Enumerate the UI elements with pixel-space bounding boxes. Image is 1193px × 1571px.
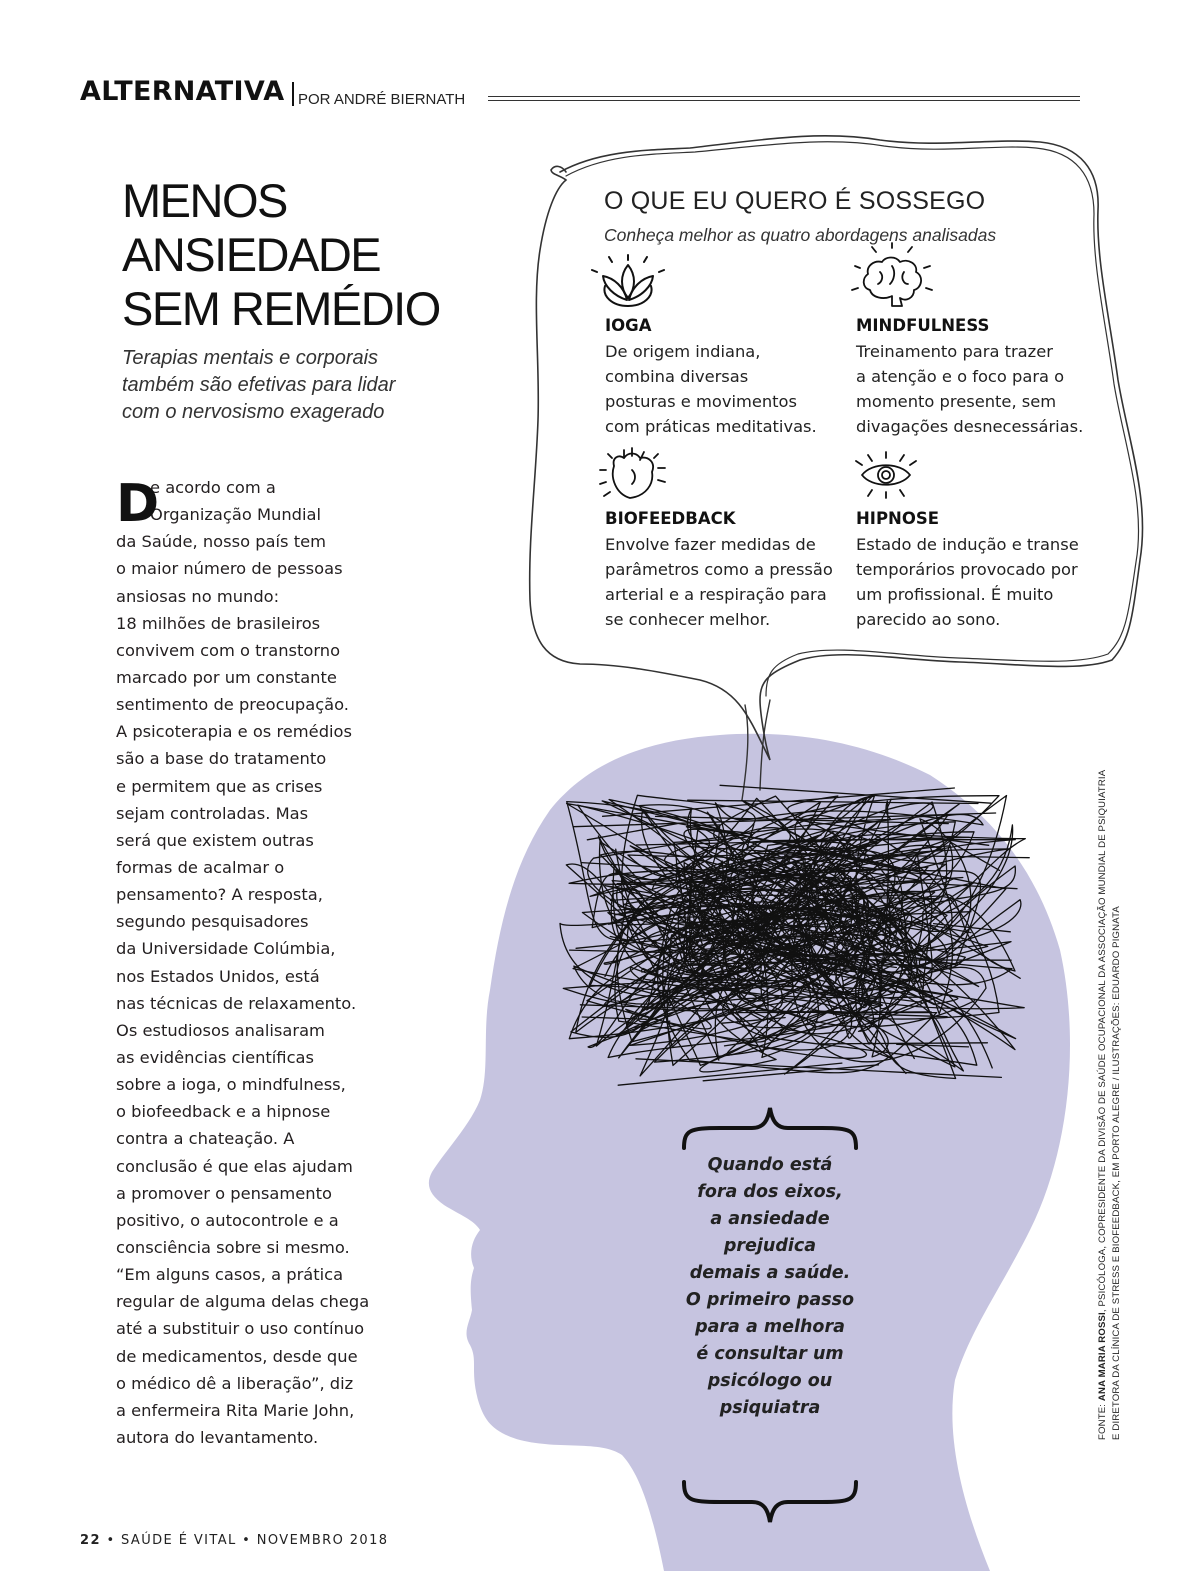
subtitle-line: também são efetivas para lidar bbox=[122, 374, 396, 396]
topic-line: a atenção e o foco para o bbox=[856, 367, 1065, 386]
body-line: o maior número de pessoas bbox=[116, 559, 343, 579]
bubble-title: O QUE EU QUERO É SOSSEGO bbox=[604, 187, 986, 215]
credit-name: ANA MARIA ROSSI bbox=[1097, 1312, 1108, 1402]
header-rule bbox=[488, 96, 1080, 101]
body-line: sentimento de preocupação. bbox=[116, 695, 349, 715]
body-line: nos Estados Unidos, está bbox=[116, 966, 320, 986]
byline: POR ANDRÉ BIERNATH bbox=[298, 91, 466, 108]
topic-line: De origem indiana, bbox=[605, 342, 761, 361]
credit-line1: , PSICÓLOGA, COPRESIDENTE DA DIVISÃO DE SAÚDE OCUPACIONAL DA ASSOCIAÇÃO MUNDIAL DE PSIQUIATRIA bbox=[1097, 769, 1108, 1313]
title-line: SEM REMÉDIO bbox=[122, 282, 440, 335]
topic-name: IOGA bbox=[605, 316, 652, 335]
topic-biofeedback bbox=[605, 506, 855, 632]
topic-line: posturas e movimentos bbox=[605, 392, 798, 411]
quote-line: psiquiatra bbox=[719, 1398, 821, 1418]
body-line: da Saúde, nosso país tem bbox=[116, 532, 326, 552]
article-title bbox=[122, 174, 452, 336]
body-line: marcado por um constante bbox=[116, 667, 337, 687]
body-line: o biofeedback e a hipnose bbox=[116, 1102, 331, 1122]
body-line: até a substituir o uso contínuo bbox=[116, 1319, 365, 1339]
quote-line: prejudica bbox=[723, 1236, 817, 1256]
topic-name: MINDFULNESS bbox=[856, 316, 990, 335]
quote-line: para a melhora bbox=[695, 1317, 845, 1337]
topic-name: HIPNOSE bbox=[856, 509, 940, 528]
scribble-stroke bbox=[793, 960, 1011, 961]
topic-name: BIOFEEDBACK bbox=[605, 509, 736, 528]
body-line: ansiosas no mundo: bbox=[116, 586, 280, 606]
topic-line: com práticas meditativas. bbox=[605, 417, 817, 436]
topic-line: combina diversas bbox=[605, 367, 749, 386]
body-line: “Em alguns casos, a prática bbox=[116, 1265, 344, 1285]
credit-label: FONTE: bbox=[1097, 1401, 1108, 1440]
topic-line: Treinamento para trazer bbox=[856, 342, 1053, 361]
body-line: convivem com o transtorno bbox=[116, 640, 341, 660]
subtitle-line: Terapias mentais e corporais bbox=[122, 347, 379, 369]
body-line: regular de alguma delas chega bbox=[116, 1292, 370, 1312]
topic-line: divagações desnecessárias. bbox=[856, 417, 1084, 436]
page-number: 22 bbox=[80, 1533, 101, 1548]
topic-line: parâmetros como a pressão bbox=[605, 560, 833, 579]
body-line: sobre a ioga, o mindfulness, bbox=[116, 1075, 346, 1095]
topic-line: Estado de indução e transe bbox=[856, 535, 1079, 554]
brain-icon bbox=[852, 243, 932, 306]
title-line: ANSIEDADE bbox=[122, 228, 381, 281]
body-line: será que existem outras bbox=[116, 830, 314, 850]
body-line: são a base do tratamento bbox=[116, 749, 327, 769]
pull-quote bbox=[660, 1152, 880, 1422]
body-line: e acordo com a bbox=[150, 478, 276, 497]
quote-line: psicólogo ou bbox=[707, 1371, 833, 1391]
credit-line2: E DIRETORA DA CLÍNICA DE STRESS E BIOFEEDBACK, EM PORTO ALEGRE / ILUSTRAÇÕES: EDUARDO PIGNATA bbox=[1111, 906, 1122, 1440]
source-credit bbox=[1096, 769, 1138, 1440]
topic-line: momento presente, sem bbox=[856, 392, 1057, 411]
topic-line: arterial e a respiração para bbox=[605, 585, 827, 604]
body-line: A psicoterapia e os remédios bbox=[116, 722, 352, 742]
quote-line: demais a saúde. bbox=[689, 1263, 851, 1283]
heart-icon bbox=[600, 448, 665, 498]
body-line: Os estudiosos analisaram bbox=[116, 1020, 325, 1040]
body-line: a promover o pensamento bbox=[116, 1183, 332, 1203]
quote-line: a ansiedade bbox=[710, 1209, 830, 1229]
body-line: o médico dê a liberação”, diz bbox=[116, 1373, 354, 1393]
subtitle-line: com o nervosismo exagerado bbox=[122, 401, 385, 423]
title-line: MENOS bbox=[122, 174, 287, 227]
topic-line: um profissional. É muito bbox=[856, 585, 1054, 604]
body-line: 18 milhões de brasileiros bbox=[116, 613, 321, 633]
topic-line: parecido ao sono. bbox=[856, 610, 1001, 629]
body-line: e permitem que as crises bbox=[116, 776, 323, 796]
quote-line: Quando está bbox=[707, 1155, 833, 1175]
quote-line: O primeiro passo bbox=[685, 1290, 855, 1310]
bubble-subtitle: Conheça melhor as quatro abordagens analisadas bbox=[604, 225, 997, 245]
body-line: nas técnicas de relaxamento. bbox=[116, 993, 357, 1013]
body-line: autora do levantamento. bbox=[116, 1427, 319, 1447]
topic-mindfulness bbox=[856, 313, 1106, 439]
topic-hipnose bbox=[856, 506, 1106, 632]
body-line: Organização Mundial bbox=[150, 505, 322, 525]
page-footer bbox=[80, 1533, 388, 1548]
body-line: as evidências científicas bbox=[116, 1047, 314, 1067]
body-line: da Universidade Colúmbia, bbox=[116, 939, 336, 959]
topic-line: se conhecer melhor. bbox=[605, 610, 771, 629]
topic-line: Envolve fazer medidas de bbox=[605, 535, 816, 554]
body-line: sejam controladas. Mas bbox=[116, 803, 309, 823]
body-line: formas de acalmar o bbox=[116, 857, 285, 877]
body-line: positivo, o autocontrole e a bbox=[116, 1210, 339, 1230]
body-line: pensamento? A resposta, bbox=[116, 885, 323, 905]
article-body bbox=[116, 474, 396, 1451]
article-subtitle bbox=[122, 345, 432, 426]
body-line: conclusão é que elas ajudam bbox=[116, 1156, 353, 1176]
lotus-icon bbox=[592, 255, 664, 306]
topic-line: temporários provocado por bbox=[856, 560, 1078, 579]
body-line: consciência sobre si mesmo. bbox=[116, 1237, 350, 1257]
body-lines bbox=[116, 474, 396, 1451]
quote-line: é consultar um bbox=[696, 1344, 844, 1364]
footer-text: • SAÚDE É VITAL • NOVEMBRO 2018 bbox=[100, 1533, 389, 1548]
topic-ioga bbox=[605, 313, 855, 439]
section-name: ALTERNATIVA bbox=[80, 76, 285, 107]
quote-line: fora dos eixos, bbox=[697, 1182, 843, 1202]
drop-cap: D bbox=[116, 474, 160, 534]
body-line: de medicamentos, desde que bbox=[116, 1346, 358, 1366]
scribble-stroke bbox=[728, 1012, 931, 1013]
body-line: a enfermeira Rita Marie John, bbox=[116, 1400, 355, 1420]
page-header bbox=[80, 76, 1080, 116]
hypnotic-eye-icon bbox=[856, 452, 916, 498]
body-line: segundo pesquisadores bbox=[116, 912, 309, 932]
body-line: contra a chateação. A bbox=[116, 1129, 295, 1149]
header-separator bbox=[292, 82, 294, 106]
